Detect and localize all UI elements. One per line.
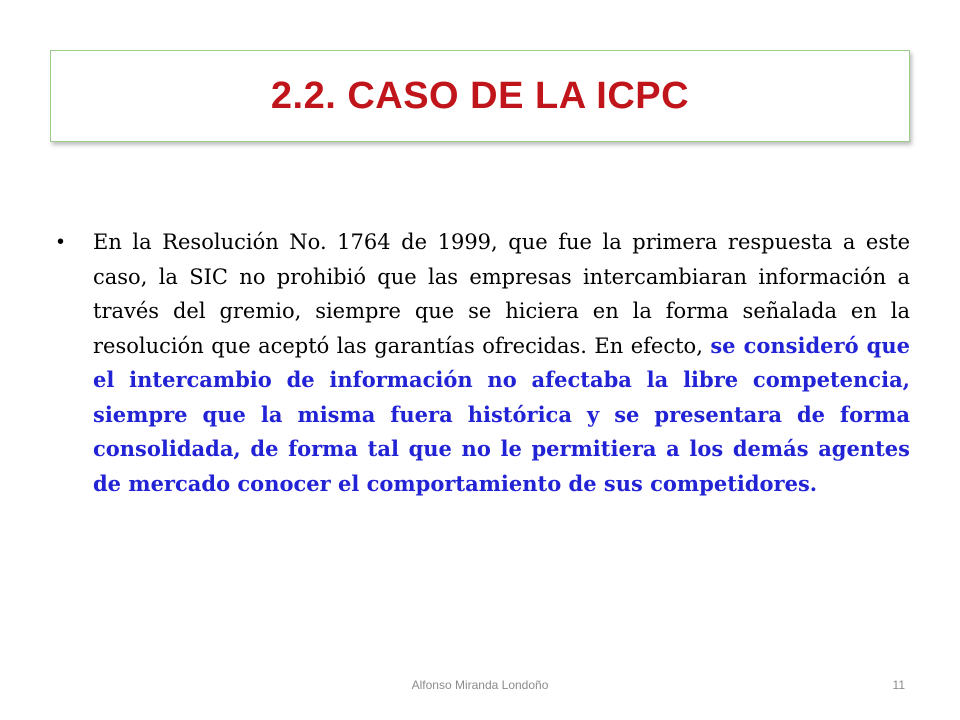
slide-body bbox=[55, 225, 910, 501]
slide-title: 2.2. CASO DE LA ICPC bbox=[270, 74, 690, 117]
bullet-item bbox=[55, 225, 910, 501]
bullet-icon: • bbox=[57, 231, 65, 253]
paragraph-plain-text: En la Resolución No. 1764 de 1999, que fue la primera respuesta a este caso, la SIC no prohibió que las empresas intercambiaran información a través del gremio, siempre que se hiciera en la forma señalada en la resolución que aceptó las garantías ofrecidas. En efecto, bbox=[93, 230, 910, 358]
footer-author: Alfonso Miranda Londoño bbox=[411, 678, 549, 692]
page-number: 11 bbox=[892, 678, 905, 692]
bullet-paragraph bbox=[93, 225, 910, 501]
title-box bbox=[50, 50, 910, 142]
paragraph-emphasis-text: se consideró que el intercambio de información no afectaba la libre competencia, siempre que la misma fuera histórica y se presentara de forma consolidada, de forma tal que no le permitiera a los demás agentes de mercado conocer el comportamiento de sus competidores. bbox=[93, 332, 910, 496]
